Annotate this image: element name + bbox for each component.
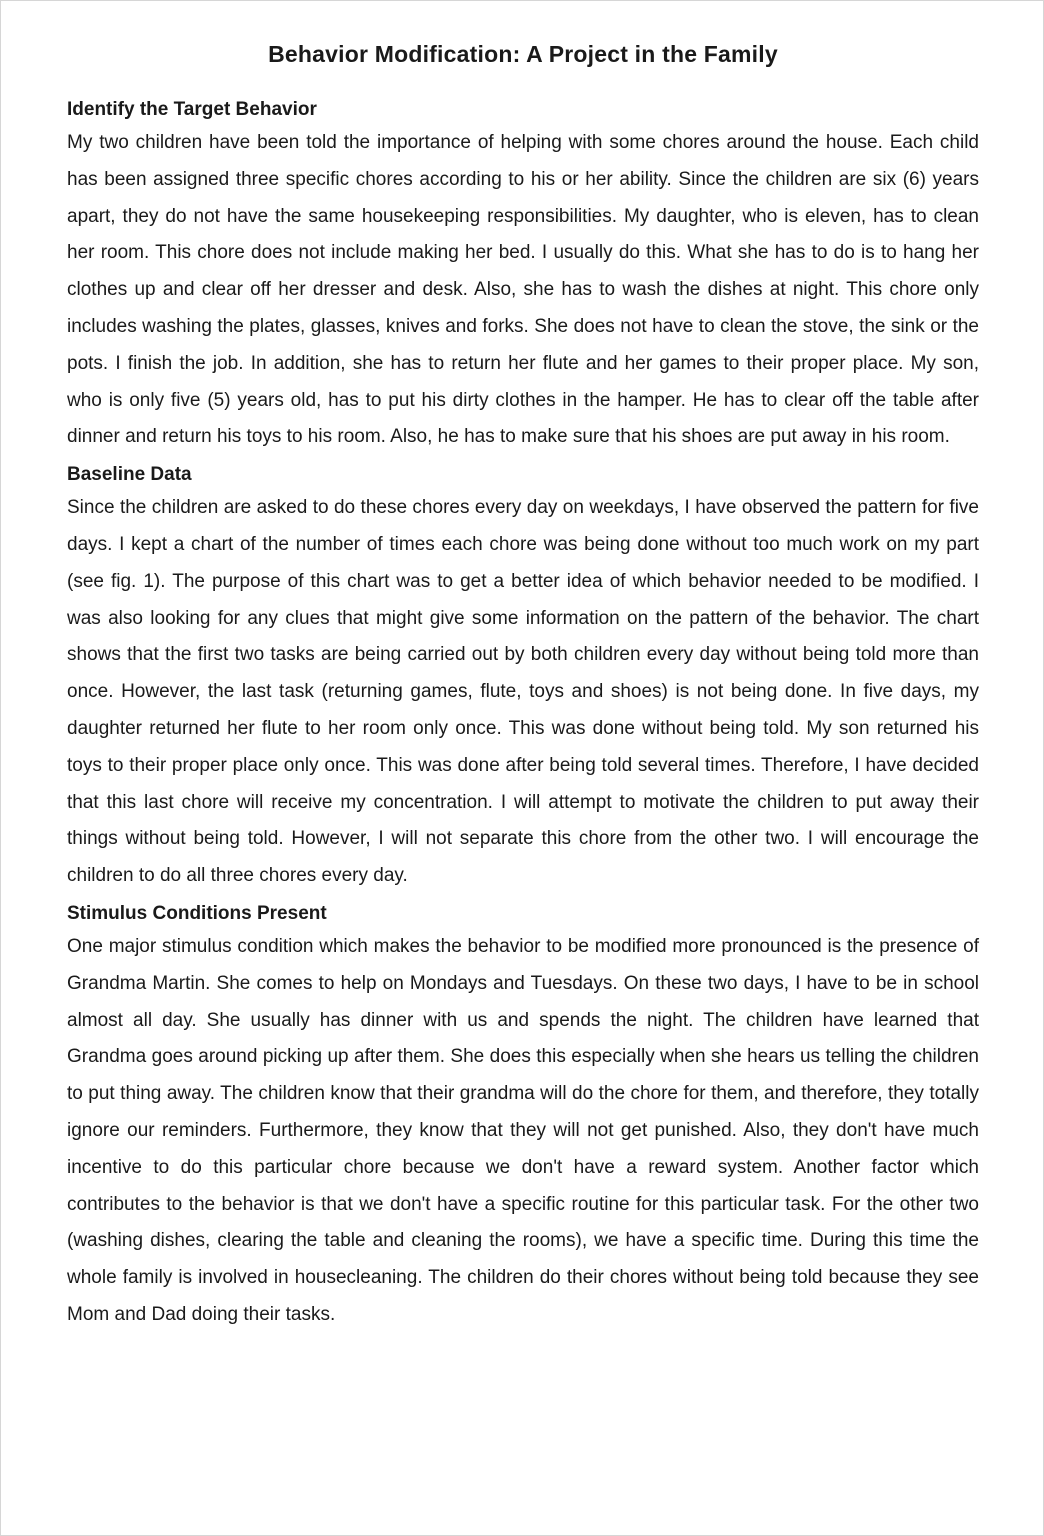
section-heading: Stimulus Conditions Present [67, 902, 327, 924]
document-title: Behavior Modification: A Project in the Family [268, 41, 778, 67]
document-content [67, 31, 979, 1338]
section-baseline-data [67, 460, 979, 895]
section-heading: Identify the Target Behavior [67, 99, 317, 120]
section-body: Since the children are asked to do these chores every day on weekdays, I have observed the pattern for five days. I kept a chart of the number of times each chore was being done without too much work on my part (see fig. 1). The purpose of this chart was to get a better idea of which behavior needed to be modified. I was also looking for any clues that might give some information on the pattern of the behavior. The chart shows that the first two tasks are being carried out by both children every day without being told more than once. However, the last task (returning games, flute, toys and shoes) is not being done. In five days, my daughter returned her flute to her room only once. This was done without being told. My son returned his toys to their proper place only once. This was done after being told several times. Therefore, I have decided that this last chore will receive my concentration. I will attempt to motivate the children to put away their things without being told. However, I will not separate this chore from the other two. I will encourage the children to do all three chores every day. [67, 497, 979, 887]
section-stimulus-conditions [67, 899, 979, 1334]
section-target-behavior [67, 95, 979, 456]
section-body: My two children have been told the importance of helping with some chores around the house. Each child has been assigned three specific chores according to his or her ability. Since the children are six (6) years apart, they do not have the same housekeeping responsibilities. My daughter, who is eleven, has to clean her room. This chore does not include making her bed. I usually do this. What she has to do is to hang her clothes up and clear off her dresser and desk. Also, she has to wash the dishes at night. This chore only includes washing the plates, glasses, knives and forks. She does not have to clean the stove, the sink or the pots. I finish the job. In addition, she has to return her flute and her games to their proper place. My son, who is only five (5) years old, has to put his dirty clothes in the hamper. He has to clear off the table after dinner and return his toys to his room. Also, he has to make sure that his shoes are put away in his room. [67, 132, 979, 448]
section-body: One major stimulus condition which makes the behavior to be modified more pronounced is the presence of Grandma Martin. She comes to help on Mondays and Tuesdays. On these two days, I have to be in school almost all day. She usually has dinner with us and spends the night. The children have learned that Grandma goes around picking up after them. She does this especially when she hears us telling the children to put thing away. The children know that their grandma will do the chore for them, and therefore, they totally ignore our reminders. Furthermore, they know that they will not get punished. Also, they don't have much incentive to do this particular chore because we don't have a reward system. Another factor which contributes to the behavior is that we don't have a specific routine for this particular task. For the other two (washing dishes, clearing the table and cleaning the rooms), we have a specific time. During this time the whole family is involved in housecleaning. The children do their chores without being told because they see Mom and Dad doing their tasks. [67, 935, 979, 1325]
section-heading: Baseline Data [67, 464, 192, 486]
